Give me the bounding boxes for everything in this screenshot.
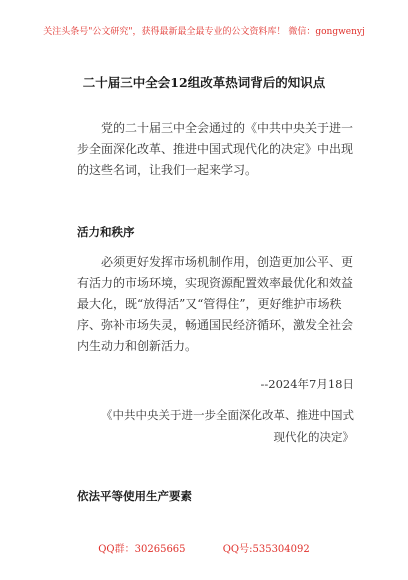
document-title: 二十届三中全会12组改革热词背后的知识点 [82,75,326,90]
date-line: --2024年7月18日 [260,377,354,391]
intro-paragraph: 党的二十届三中全会通过的《中共中央关于进一步全面深化改革、推进中国式现代化的决定》中出现的这些名词，让我们一起来学习。 [77,121,354,177]
source-citation: 《中共中央关于进一步全面深化改革、推进中国式现代化的决定》 [101,408,354,444]
section-heading-vitality-order: 活力和秩序 [77,225,135,239]
promo-banner: 关注头条号"公文研究"，获得最新最全最专业的公文资料库！ 微信：gongwenyj [43,27,365,37]
footer-qq-group: QQ群：30265665 [98,544,186,555]
section-heading-factors: 依法平等使用生产要素 [77,489,192,503]
footer-qq-number: QQ号:535304092 [222,544,310,555]
footer-contact [0,540,408,555]
section-body-vitality-order: 必须更好发挥市场机制作用，创造更加公平、更有活力的市场环境，实现资源配置效率最优化和效益最大化，既“放得活”又“管得住”，更好维护市场秩序、弥补市场失灵，畅通国民经济循环，激发全社会内生动力和创新活力。 [77,255,354,353]
